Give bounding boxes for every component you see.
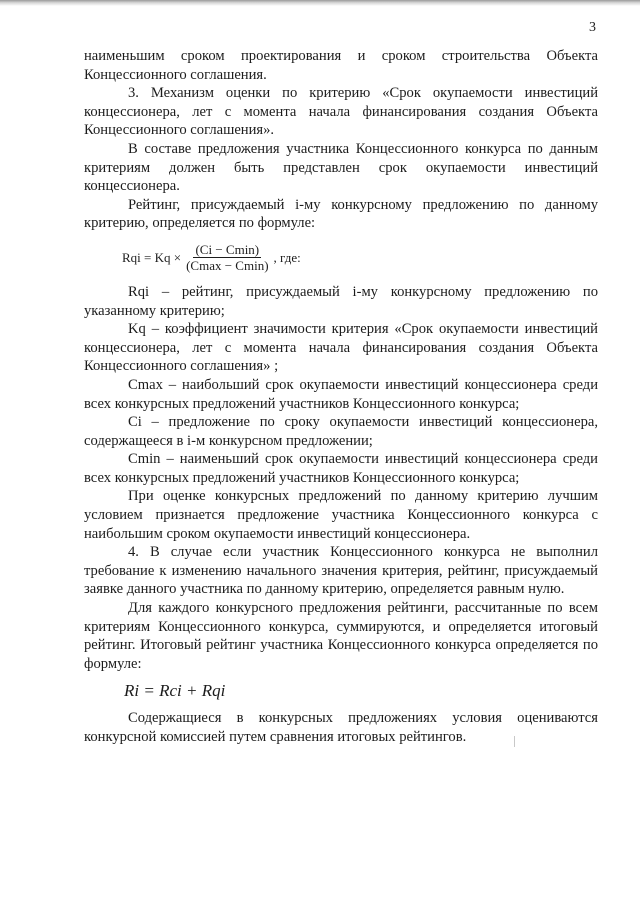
paragraph: Kq – коэффициент значимости критерия «Срок окупаемости инвестиций концессионера, лет с момента начала финансирования создания Объекта Концессионного соглашения» ;: [84, 321, 598, 375]
total-rating-formula: Ri = Rci + Rqi: [124, 681, 226, 701]
formula-fraction: [184, 242, 270, 273]
paragraph: Для каждого конкурсного предложения рейтинги, рассчитанные по всем критериям Концессионного конкурса, суммируются, и определяется итоговый рейтинг. Итоговый рейтинг участника Концессионного конкурса определяется по формуле:: [84, 600, 598, 672]
paragraph: При оценке конкурсных предложений по данному критерию лучшим условием признается предложение участника Концессионного конкурса с наибольшим сроком окупаемости инвестиций концессионера.: [84, 488, 598, 542]
page-number: 3: [589, 20, 596, 35]
formula-suffix: , где:: [273, 249, 301, 265]
scan-top-edge: [0, 0, 640, 6]
formula-denominator: (Cmax − Cmin): [186, 258, 269, 274]
paragraph: наименьшим сроком проектирования и сроком строительства Объекта Концессионного соглашения.: [84, 48, 598, 83]
formula-lhs: Rqi = Kq ×: [122, 249, 182, 265]
paragraph: Ci – предложение по сроку окупаемости инвестиций концессионера, содержащееся в i-м конкурсном предложении;: [84, 414, 598, 449]
paragraph: 4. В случае если участник Концессионного конкурса не выполнил требование к изменению начального значения критерия, рейтинг, присуждаемый заявке данного участника по данному критерию, определяется равным нулю.: [84, 544, 598, 598]
paragraph: В составе предложения участника Концессионного конкурса по данным критериям должен быть представлен срок окупаемости инвестиций концессионера.: [84, 140, 598, 195]
paragraph: Cmin – наименьший срок окупаемости инвестиций концессионера среди всех конкурсных предложений участников Концессионного конкурса;: [84, 451, 598, 486]
formula-numerator: (Ci − Cmin): [195, 242, 260, 258]
document-body: [84, 47, 598, 747]
paragraph: Rqi – рейтинг, присуждаемый i-му конкурсному предложению по указанному критерию;: [84, 283, 598, 319]
paragraph: Содержащиеся в конкурсных предложениях условия оцениваются конкурсной комиссией путем сравнения итоговых рейтингов.: [84, 710, 598, 745]
paragraph: 3. Механизм оценки по критерию «Срок окупаемости инвестиций концессионера, лет с момента начала финансирования создания Объекта Концессионного соглашения».: [84, 85, 598, 139]
paragraph: Рейтинг, присуждаемый i-му конкурсному предложению по данному критерию, определяется по формуле:: [84, 196, 598, 232]
rating-formula: [122, 240, 598, 276]
scan-artifact: [514, 736, 515, 747]
paragraph: Cmax – наибольший срок окупаемости инвестиций концессионера среди всех конкурсных предложений участников Концессионного конкурса;: [84, 376, 598, 412]
